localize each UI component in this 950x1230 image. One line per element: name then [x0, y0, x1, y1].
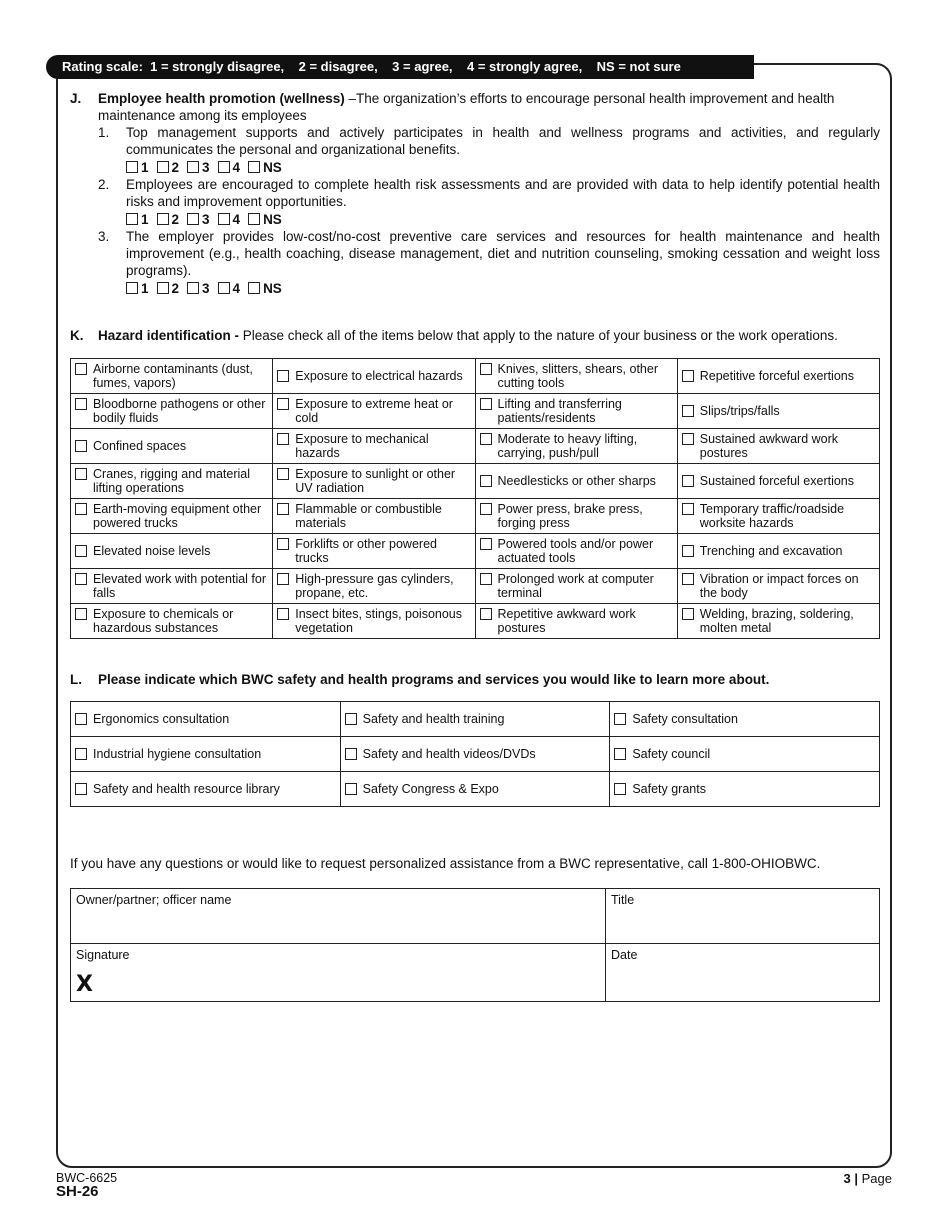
- checkbox-label: Forklifts or other powered trucks: [295, 537, 437, 565]
- checkbox-cell[interactable]: [71, 604, 273, 639]
- checkbox-cell[interactable]: [475, 429, 677, 464]
- checkbox-option[interactable]: [480, 432, 674, 460]
- checkbox[interactable]: [277, 573, 289, 585]
- table-row: [71, 499, 880, 534]
- checkbox-option[interactable]: [277, 537, 471, 565]
- checkbox-cell[interactable]: [340, 737, 610, 772]
- checkbox-option[interactable]: [682, 544, 876, 558]
- table-row: [71, 534, 880, 569]
- section-j-heading: [98, 90, 880, 124]
- checkbox-label: Bloodborne pathogens or other bodily fluids: [93, 397, 266, 425]
- checkbox-option[interactable]: [480, 397, 674, 425]
- checkbox[interactable]: [248, 282, 260, 294]
- checkbox[interactable]: [682, 475, 694, 487]
- checkbox[interactable]: [75, 503, 87, 515]
- checkbox-label: Exposure to electrical hazards: [295, 369, 463, 383]
- checkbox-cell[interactable]: [677, 499, 879, 534]
- rating-option-label: 3: [202, 212, 210, 227]
- checkbox-label: Elevated work with potential for falls: [93, 572, 267, 600]
- checkbox-cell[interactable]: [273, 429, 475, 464]
- checkbox-label: Safety council: [632, 747, 711, 761]
- hazard-table: [70, 358, 880, 639]
- rating-option[interactable]: [218, 280, 241, 297]
- checkbox-cell[interactable]: [475, 604, 677, 639]
- rating-option-label: 4: [232, 160, 241, 175]
- checkbox-label: Safety consultation: [632, 712, 738, 726]
- checkbox-option[interactable]: [480, 362, 674, 390]
- checkbox-cell[interactable]: [273, 534, 475, 569]
- rating-option-label: NS: [263, 160, 282, 175]
- rating-option[interactable]: [218, 211, 241, 228]
- checkbox[interactable]: [277, 538, 289, 550]
- page-separator: |: [850, 1171, 862, 1186]
- checkbox[interactable]: [157, 282, 169, 294]
- checkbox[interactable]: [187, 161, 199, 173]
- checkbox-cell[interactable]: [475, 569, 677, 604]
- form-id: SH-26: [56, 1183, 99, 1200]
- checkbox-option[interactable]: [277, 502, 471, 530]
- section-k-title: Hazard identification -: [98, 328, 243, 343]
- checkbox-cell[interactable]: [475, 534, 677, 569]
- checkbox[interactable]: [157, 161, 169, 173]
- checkbox-option[interactable]: [682, 502, 876, 530]
- rating-option[interactable]: [157, 211, 180, 228]
- checkbox-option[interactable]: [75, 502, 269, 530]
- checkbox[interactable]: [277, 370, 289, 382]
- checkbox-option[interactable]: [75, 397, 269, 425]
- rating-option[interactable]: [248, 211, 282, 228]
- question-text: Top management supports and actively participates in health and wellness programs and activities, and regularly communicates the personal and organizational benefits.: [126, 125, 880, 157]
- checkbox-cell[interactable]: [71, 499, 273, 534]
- page-number: 3: [843, 1171, 851, 1186]
- checkbox[interactable]: [75, 468, 87, 480]
- checkbox[interactable]: [614, 783, 626, 795]
- rating-option[interactable]: [218, 159, 241, 176]
- section-k-letter: K.: [70, 328, 84, 343]
- checkbox-cell[interactable]: [273, 499, 475, 534]
- checkbox[interactable]: [277, 608, 289, 620]
- programs-table: [70, 701, 880, 807]
- checkbox-label: Ergonomics consultation: [93, 712, 230, 726]
- checkbox-cell[interactable]: [71, 359, 273, 394]
- checkbox-cell[interactable]: [475, 359, 677, 394]
- table-row: [71, 429, 880, 464]
- checkbox-option[interactable]: [277, 572, 471, 600]
- checkbox-label: Sustained awkward work postures: [699, 432, 839, 460]
- checkbox-option[interactable]: [75, 712, 337, 726]
- checkbox-label: Flammable or combustible materials: [295, 502, 442, 530]
- checkbox[interactable]: [218, 161, 230, 173]
- checkbox-cell[interactable]: [71, 429, 273, 464]
- checkbox-option[interactable]: [614, 747, 876, 761]
- checkbox-label: Prolonged work at computer terminal: [497, 572, 654, 600]
- question-number: 3.: [98, 229, 110, 244]
- checkbox[interactable]: [480, 475, 492, 487]
- rating-option-label: 1: [141, 160, 149, 175]
- rating-scale-banner: Rating scale: 1 = strongly disagree, 2 = disagree, 3 = agree, 4 = strongly agree, NS = not sure: [46, 55, 754, 79]
- checkbox-cell[interactable]: [475, 394, 677, 429]
- rating-option-label: 2: [171, 281, 180, 296]
- checkbox[interactable]: [75, 748, 87, 760]
- checkbox-cell[interactable]: [71, 394, 273, 429]
- section-j-letter: J.: [70, 91, 82, 106]
- checkbox-cell[interactable]: [340, 702, 610, 737]
- checkbox[interactable]: [682, 503, 694, 515]
- checkbox[interactable]: [682, 573, 694, 585]
- checkbox-label: Earth-moving equipment other powered trucks: [93, 502, 262, 530]
- rating-options: [126, 280, 880, 297]
- section-k-desc: Please check all of the items below that apply to the nature of your business or the work operations.: [242, 328, 838, 343]
- checkbox[interactable]: [480, 538, 492, 550]
- rating-options: [126, 159, 880, 176]
- checkbox-option[interactable]: [345, 782, 607, 796]
- rating-option-label: 4: [232, 281, 241, 296]
- checkbox-cell[interactable]: [71, 534, 273, 569]
- checkbox-label: Industrial hygiene consultation: [93, 747, 262, 761]
- checkbox-option[interactable]: [75, 544, 269, 558]
- checkbox-option[interactable]: [614, 782, 876, 796]
- rating-option-label: 2: [171, 212, 180, 227]
- checkbox[interactable]: [480, 608, 492, 620]
- checkbox-cell[interactable]: [677, 604, 879, 639]
- checkbox-label: Vibration or impact forces on the body: [699, 572, 859, 600]
- table-row: [71, 569, 880, 604]
- checkbox-cell[interactable]: [273, 359, 475, 394]
- checkbox-label: Repetitive awkward work postures: [497, 607, 636, 635]
- checkbox-label: Safety Congress & Expo: [362, 782, 499, 796]
- checkbox-option[interactable]: [480, 474, 674, 488]
- checkbox-cell[interactable]: [71, 737, 341, 772]
- checkbox[interactable]: [614, 748, 626, 760]
- checkbox-option[interactable]: [480, 502, 674, 530]
- checkbox[interactable]: [75, 713, 87, 725]
- page-indicator: [844, 1171, 892, 1186]
- checkbox[interactable]: [682, 608, 694, 620]
- table-row: [71, 737, 880, 772]
- checkbox-label: Safety and health training: [362, 712, 505, 726]
- date-field[interactable]: [606, 944, 880, 1002]
- checkbox-option[interactable]: [682, 474, 876, 488]
- question-item: [98, 124, 880, 176]
- checkbox[interactable]: [218, 213, 230, 225]
- checkbox[interactable]: [277, 433, 289, 445]
- checkbox-label: Safety and health resource library: [93, 782, 280, 796]
- checkbox-label: Airborne contaminants (dust, fumes, vapors): [93, 362, 253, 390]
- checkbox-option[interactable]: [277, 607, 471, 635]
- rating-option[interactable]: [126, 211, 149, 228]
- checkbox-label: Insect bites, stings, poisonous vegetation: [295, 607, 463, 635]
- checkbox-cell[interactable]: [610, 772, 880, 807]
- checkbox[interactable]: [682, 545, 694, 557]
- table-row: [71, 359, 880, 394]
- rating-option-label: NS: [263, 281, 282, 296]
- checkbox-label: High-pressure gas cylinders, propane, etc.: [295, 572, 454, 600]
- rating-option[interactable]: [187, 280, 210, 297]
- checkbox-label: Exposure to mechanical hazards: [295, 432, 429, 460]
- table-row: [71, 394, 880, 429]
- checkbox[interactable]: [75, 783, 87, 795]
- section-j-title: Employee health promotion (wellness): [98, 91, 345, 106]
- checkbox-cell[interactable]: [677, 359, 879, 394]
- checkbox-label: Powered tools and/or power actuated tools: [497, 537, 654, 565]
- checkbox-label: Moderate to heavy lifting, carrying, push/pull: [497, 432, 638, 460]
- checkbox[interactable]: [248, 213, 260, 225]
- checkbox[interactable]: [277, 398, 289, 410]
- checkbox-label: Exposure to extreme heat or cold: [295, 397, 453, 425]
- checkbox-cell[interactable]: [610, 737, 880, 772]
- checkbox[interactable]: [75, 545, 87, 557]
- rating-option-label: 3: [202, 281, 210, 296]
- rating-option-label: 2: [171, 160, 180, 175]
- checkbox-option[interactable]: [75, 747, 337, 761]
- owner-name-field[interactable]: [71, 889, 606, 944]
- checkbox-cell[interactable]: [475, 499, 677, 534]
- section-l-title: Please indicate which BWC safety and health programs and services you would like to learn more about.: [98, 672, 770, 687]
- checkbox-cell[interactable]: [610, 702, 880, 737]
- checkbox-label: Repetitive forceful exertions: [699, 369, 854, 383]
- checkbox-cell[interactable]: [273, 569, 475, 604]
- checkbox-option[interactable]: [682, 607, 876, 635]
- checkbox[interactable]: [480, 363, 492, 375]
- checkbox-option[interactable]: [75, 572, 269, 600]
- checkbox-option[interactable]: [480, 537, 674, 565]
- checkbox[interactable]: [75, 398, 87, 410]
- checkbox[interactable]: [480, 398, 492, 410]
- rating-option-label: 1: [141, 281, 149, 296]
- checkbox[interactable]: [682, 370, 694, 382]
- checkbox[interactable]: [75, 608, 87, 620]
- checkbox[interactable]: [187, 282, 199, 294]
- rating-option[interactable]: [126, 159, 149, 176]
- table-row: [71, 702, 880, 737]
- owner-name-label: Owner/partner; officer name: [76, 893, 232, 907]
- section-j-desc: –The organization’s efforts to encourage personal health improvement and health maintenance among its employees: [98, 91, 835, 123]
- checkbox-label: Elevated noise levels: [93, 544, 211, 558]
- checkbox-label: Welding, brazing, soldering, molten metal: [699, 607, 854, 635]
- checkbox-label: Power press, brake press, forging press: [497, 502, 643, 530]
- checkbox-cell[interactable]: [71, 702, 341, 737]
- checkbox-option[interactable]: [614, 712, 876, 726]
- section-j-items: [98, 124, 880, 297]
- rating-option[interactable]: [187, 211, 210, 228]
- rating-option[interactable]: [126, 280, 149, 297]
- checkbox-cell[interactable]: [677, 429, 879, 464]
- checkbox[interactable]: [614, 713, 626, 725]
- checkbox-label: Temporary traffic/roadside worksite hazards: [699, 502, 845, 530]
- checkbox[interactable]: [157, 213, 169, 225]
- checkbox[interactable]: [345, 713, 357, 725]
- checkbox[interactable]: [248, 161, 260, 173]
- checkbox[interactable]: [345, 783, 357, 795]
- rating-option[interactable]: [248, 280, 282, 297]
- checkbox-option[interactable]: [345, 747, 607, 761]
- checkbox-label: Safety and health videos/DVDs: [362, 747, 536, 761]
- question-item: [98, 228, 880, 297]
- question-number: 1.: [98, 125, 110, 140]
- checkbox-cell[interactable]: [677, 569, 879, 604]
- checkbox[interactable]: [277, 503, 289, 515]
- date-label: Date: [611, 948, 638, 962]
- checkbox-cell[interactable]: [71, 772, 341, 807]
- checkbox-label: Confined spaces: [93, 439, 187, 453]
- checkbox[interactable]: [480, 433, 492, 445]
- checkbox-cell[interactable]: [340, 772, 610, 807]
- rating-option[interactable]: [157, 280, 180, 297]
- checkbox[interactable]: [75, 440, 87, 452]
- form-code: BWC-6625: [56, 1171, 118, 1185]
- checkbox-option[interactable]: [682, 432, 876, 460]
- checkbox-option[interactable]: [75, 782, 337, 796]
- checkbox[interactable]: [218, 282, 230, 294]
- checkbox-label: Sustained forceful exertions: [699, 474, 855, 488]
- checkbox-label: Exposure to sunlight or other UV radiation: [295, 467, 456, 495]
- checkbox-option[interactable]: [75, 439, 269, 453]
- checkbox[interactable]: [187, 213, 199, 225]
- checkbox-label: Exposure to chemicals or hazardous substances: [93, 607, 234, 635]
- checkbox[interactable]: [126, 161, 138, 173]
- table-row: [71, 464, 880, 499]
- title-field[interactable]: [606, 889, 880, 944]
- checkbox-option[interactable]: [682, 369, 876, 383]
- signature-label: Signature: [76, 948, 130, 962]
- checkbox[interactable]: [277, 468, 289, 480]
- checkbox-option[interactable]: [480, 607, 674, 635]
- checkbox[interactable]: [126, 282, 138, 294]
- question-number: 2.: [98, 177, 110, 192]
- checkbox-cell[interactable]: [273, 394, 475, 429]
- section-l-letter: L.: [70, 672, 82, 687]
- section-k-heading: [70, 327, 880, 344]
- checkbox-option[interactable]: [75, 362, 269, 390]
- checkbox-label: Needlesticks or other sharps: [497, 474, 656, 488]
- checkbox-option[interactable]: [75, 607, 269, 635]
- rating-option[interactable]: [157, 159, 180, 176]
- signature-x-mark: X: [76, 972, 93, 997]
- checkbox[interactable]: [682, 405, 694, 417]
- rating-option[interactable]: [187, 159, 210, 176]
- checkbox-option[interactable]: [75, 467, 269, 495]
- checkbox-cell[interactable]: [677, 394, 879, 429]
- section-l-heading: [70, 671, 880, 688]
- checkbox[interactable]: [75, 573, 87, 585]
- checkbox[interactable]: [345, 748, 357, 760]
- checkbox-option[interactable]: [480, 572, 674, 600]
- rating-option-label: 1: [141, 212, 149, 227]
- checkbox-option[interactable]: [345, 712, 607, 726]
- section-j: [70, 90, 880, 297]
- checkbox-label: Safety grants: [632, 782, 706, 796]
- contact-text: If you have any questions or would like to request personalized assistance from a BWC representative, call 1-800-OHIOBWC.: [70, 856, 821, 871]
- rating-option[interactable]: [248, 159, 282, 176]
- checkbox-option[interactable]: [682, 404, 876, 418]
- checkbox-cell[interactable]: [677, 534, 879, 569]
- table-row: [71, 604, 880, 639]
- checkbox-option[interactable]: [277, 467, 471, 495]
- question-text: The employer provides low-cost/no-cost preventive care services and resources for health maintenance and health improvement (e.g., health coaching, disease management, diet and nutrition counseling, smoking cessation and weight loss programs).: [126, 229, 880, 278]
- checkbox-option[interactable]: [277, 369, 471, 383]
- checkbox-option[interactable]: [277, 397, 471, 425]
- title-label: Title: [611, 893, 635, 907]
- rating-option-label: 4: [232, 212, 241, 227]
- checkbox-cell[interactable]: [273, 604, 475, 639]
- checkbox[interactable]: [480, 503, 492, 515]
- checkbox-label: Lifting and transferring patients/residents: [497, 397, 622, 425]
- footer-form-codes: [56, 1171, 117, 1199]
- table-row: [71, 772, 880, 807]
- checkbox-option[interactable]: [682, 572, 876, 600]
- checkbox[interactable]: [682, 433, 694, 445]
- checkbox-cell[interactable]: [71, 569, 273, 604]
- checkbox-cell[interactable]: [273, 464, 475, 499]
- checkbox-label: Cranes, rigging and material lifting operations: [93, 467, 251, 495]
- checkbox-label: Slips/trips/falls: [699, 404, 780, 418]
- rating-options: [126, 211, 880, 228]
- question-text: Employees are encouraged to complete health risk assessments and are provided with data to help identify potential health risks and improvement opportunities.: [126, 177, 880, 209]
- question-item: [98, 176, 880, 228]
- checkbox[interactable]: [126, 213, 138, 225]
- checkbox-cell[interactable]: [677, 464, 879, 499]
- page-label: Page: [861, 1171, 892, 1186]
- checkbox[interactable]: [75, 363, 87, 375]
- checkbox-option[interactable]: [277, 432, 471, 460]
- checkbox-cell[interactable]: [475, 464, 677, 499]
- checkbox-label: Knives, slitters, shears, other cutting tools: [497, 362, 658, 390]
- signature-field[interactable]: [71, 944, 606, 1002]
- rating-option-label: NS: [263, 212, 282, 227]
- rating-option-label: 3: [202, 160, 210, 175]
- signature-table: [70, 888, 880, 1002]
- checkbox-cell[interactable]: [71, 464, 273, 499]
- checkbox[interactable]: [480, 573, 492, 585]
- checkbox-label: Trenching and excavation: [699, 544, 843, 558]
